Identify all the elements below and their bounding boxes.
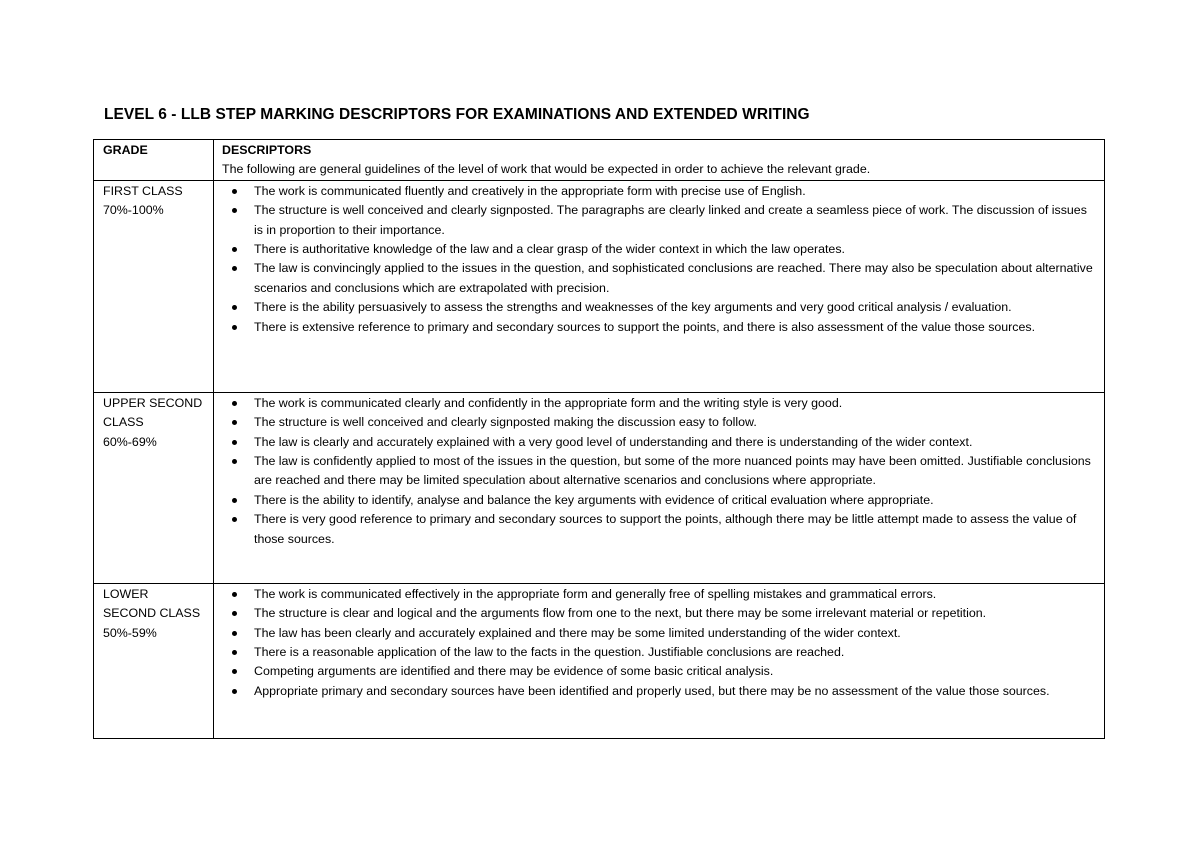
descriptor-item (222, 240, 1096, 259)
document-title: LEVEL 6 - LLB STEP MARKING DESCRIPTORS FOR EXAMINATIONS AND EXTENDED WRITING (104, 106, 810, 123)
descriptor-text: There is very good reference to primary and secondary sources to support the points, although there may be little attempt made to assess the value of those sources. (254, 512, 1077, 546)
marking-descriptors-table (93, 139, 1105, 739)
grade-cell (94, 583, 214, 738)
grade-range: 70%-100% (103, 203, 164, 218)
bullet-icon (232, 517, 237, 522)
bullet-icon (232, 247, 237, 252)
grade-cell (94, 180, 214, 392)
grade-label: FIRST CLASS (103, 183, 183, 198)
bullet-icon (232, 498, 237, 503)
descriptor-item (222, 182, 1096, 201)
descriptors-header-cell (214, 140, 1105, 181)
bullet-icon (232, 631, 237, 636)
table-row-lower-second (94, 583, 1105, 738)
descriptor-item (222, 682, 1096, 701)
descriptor-text: The law has been clearly and accurately explained and there may be some limited understanding of the wider context. (254, 625, 901, 640)
bullet-icon (232, 401, 237, 406)
descriptor-text: The law is confidently applied to most of the issues in the question, but some of the more nuanced points may have been omitted. Justifiable conclusions are reached and there may be limited speculation about alternative scenarios and conclusions where appropriate. (254, 454, 1091, 488)
bullet-icon (232, 650, 237, 655)
descriptor-item (222, 643, 1096, 662)
descriptor-text: There is the ability persuasively to assess the strengths and weaknesses of the key arguments and very good critical analysis / evaluation. (254, 300, 1012, 315)
descriptor-text: The law is convincingly applied to the issues in the question, and sophisticated conclusions are reached. There may also be speculation about alternative scenarios and conclusions which are extrapolated with precision. (254, 261, 1093, 295)
descriptor-text: The structure is well conceived and clearly signposted making the discussion easy to follow. (254, 415, 757, 430)
descriptor-item (222, 259, 1096, 298)
descriptor-text: The work is communicated clearly and confidently in the appropriate form and the writing style is very good. (254, 395, 843, 410)
descriptor-text: There is authoritative knowledge of the law and a clear grasp of the wider context in which the law operates. (254, 242, 845, 257)
grade-label: UPPER SECOND (103, 395, 203, 410)
grade-cell (94, 392, 214, 583)
descriptor-text: The work is communicated effectively in the appropriate form and generally free of spelling mistakes and grammatical errors. (254, 586, 937, 601)
descriptors-column-header: DESCRIPTORS (222, 143, 312, 157)
descriptor-text: There is a reasonable application of the law to the facts in the question. Justifiable conclusions are reached. (254, 645, 845, 660)
bullet-icon (232, 669, 237, 674)
bullet-icon (232, 325, 237, 330)
bullet-icon (232, 189, 237, 194)
bullet-icon (232, 440, 237, 445)
descriptor-item (222, 662, 1096, 681)
descriptor-item (222, 413, 1096, 432)
bullet-icon (232, 266, 237, 271)
table-row-first-class (94, 180, 1105, 392)
bullet-icon (232, 420, 237, 425)
descriptor-item (222, 394, 1096, 413)
descriptor-cell (214, 583, 1105, 738)
descriptor-cell (214, 180, 1105, 392)
descriptor-item (222, 585, 1096, 604)
descriptor-text: The structure is well conceived and clearly signposted. The paragraphs are clearly linked and create a seamless piece of work. The discussion of issues is in proportion to their importance. (254, 203, 1087, 237)
grade-label: SECOND CLASS (103, 606, 201, 621)
bullet-icon (232, 592, 237, 597)
bullet-icon (232, 305, 237, 310)
bullet-icon (232, 689, 237, 694)
descriptor-list (222, 585, 1096, 701)
descriptor-item (222, 624, 1096, 643)
descriptor-cell (214, 392, 1105, 583)
descriptor-text: Appropriate primary and secondary sources have been identified and properly used, but there may be no assessment of the value those sources. (254, 683, 1050, 698)
descriptor-text: The law is clearly and accurately explained with a very good level of understanding and there is understanding of the wider context. (254, 434, 973, 449)
descriptor-item (222, 452, 1096, 491)
grade-column-header: GRADE (103, 143, 148, 157)
table-row-upper-second (94, 392, 1105, 583)
descriptor-text: The work is communicated fluently and creatively in the appropriate form with precise use of English. (254, 183, 806, 198)
descriptors-intro-text: The following are general guidelines of the level of work that would be expected in order to achieve the relevant grade. (222, 162, 871, 177)
grade-label: LOWER (103, 586, 149, 601)
grade-label: CLASS (103, 415, 144, 430)
descriptor-item (222, 318, 1096, 337)
descriptor-text: There is extensive reference to primary and secondary sources to support the points, and there is also assessment of the value those sources. (254, 319, 1036, 334)
bullet-icon (232, 611, 237, 616)
descriptor-text: The structure is clear and logical and the arguments flow from one to the next, but there may be some irrelevant material or repetition. (254, 606, 987, 621)
table-header-row (94, 140, 1105, 181)
descriptor-list (222, 394, 1096, 549)
descriptor-item (222, 298, 1096, 317)
bullet-icon (232, 459, 237, 464)
descriptor-item (222, 433, 1096, 452)
descriptor-text: There is the ability to identify, analyse and balance the key arguments with evidence of critical evaluation where appropriate. (254, 492, 934, 507)
descriptor-item (222, 201, 1096, 240)
descriptor-text: Competing arguments are identified and there may be evidence of some basic critical analysis. (254, 664, 774, 679)
descriptor-list (222, 182, 1096, 337)
descriptor-item (222, 491, 1096, 510)
descriptor-item (222, 604, 1096, 623)
grade-range: 60%-69% (103, 434, 157, 449)
descriptor-item (222, 510, 1096, 549)
grade-header-cell (94, 140, 214, 181)
grade-range: 50%-59% (103, 625, 157, 640)
bullet-icon (232, 208, 237, 213)
